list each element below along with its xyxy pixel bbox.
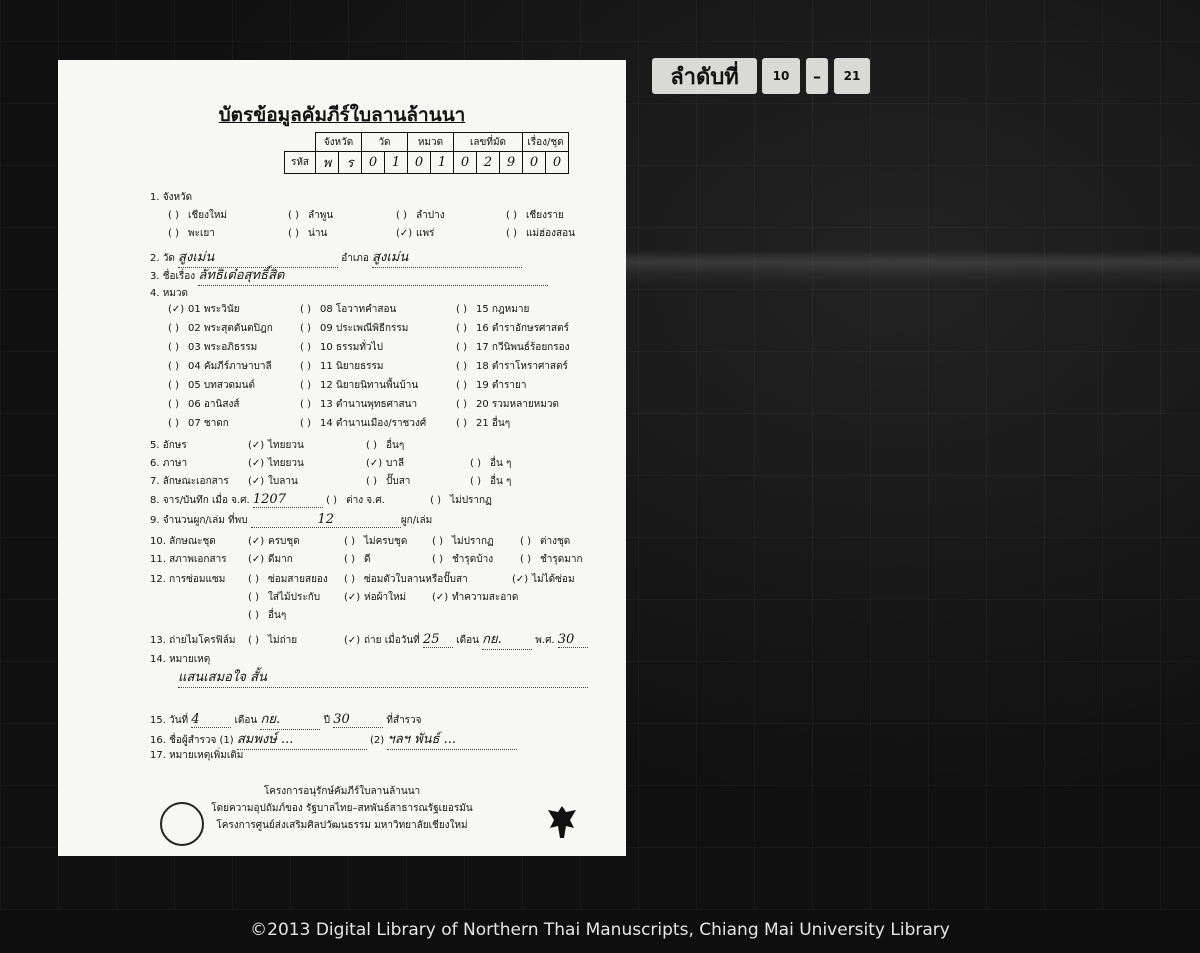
province-option: ( ) ลำพูน xyxy=(288,210,334,221)
q10-row: 10. ลักษณะชุด (✓) ครบชุด ( ) ไม่ครบชุด ( ) ไม่ปรากฏ ( ) ต่างชุด xyxy=(150,536,571,547)
footer-line2: โดยความอุปถัมภ์ของ รัฐบาลไทย–สหพันธ์สาธารณรัฐเยอรมัน xyxy=(211,803,473,814)
category-option: ( ) 10 ธรรมทั่วไป xyxy=(300,342,383,353)
q3-value: ลัทธิเต๋อสุทธิ์สิต xyxy=(198,264,548,286)
q1-label: 1. จังหวัด xyxy=(150,192,193,203)
code-digit: 0 xyxy=(454,152,477,174)
q2-row: 2. วัด สูงเม่น อำเภอ สูงเม่น xyxy=(150,246,522,268)
code-header: จังหวัด xyxy=(316,133,362,152)
code-header: วัด xyxy=(362,133,408,152)
category-option: ( ) 11 นิยายธรรม xyxy=(300,361,384,372)
q15-row: 15. วันที่ 4 เดือน กย. ปี 30 ที่สำรวจ xyxy=(150,708,422,730)
university-seal-icon xyxy=(160,802,204,846)
province-option: ( ) แม่ฮ่องสอน xyxy=(506,228,575,239)
footer-line3: โครงการศูนย์ส่งเสริมศิลปวัฒนธรรม มหาวิทยาลัยเชียงใหม่ xyxy=(216,820,468,831)
category-option: ( ) 04 คัมภีร์ภาษาบาลี xyxy=(168,361,272,372)
code-header: เลขที่มัด xyxy=(454,133,523,152)
sequence-num2: 21 xyxy=(834,58,870,94)
category-option: ( ) 02 พระสุตตันตปิฎก xyxy=(168,323,273,334)
q13-row: 13. ถ่ายไมโครฟิล์ม ( ) ไม่ถ่าย (✓) ถ่าย เมื่อวันที่ 25 เดือน กย. พ.ศ. 30 xyxy=(150,628,588,650)
category-option: ( ) 16 ตำราอักษรศาสตร์ xyxy=(456,323,569,334)
province-option: ( ) เชียงราย xyxy=(506,210,564,221)
card-title: บัตรข้อมูลคัมภีร์ใบลานล้านนา xyxy=(218,104,466,126)
code-digit: 1 xyxy=(431,152,454,174)
q2-amphoe-value: สูงเม่น xyxy=(372,246,522,268)
category-option: ( ) 06 อานิสงส์ xyxy=(168,399,240,410)
category-option: ( ) 05 บทสวดมนต์ xyxy=(168,380,255,391)
q8-row: 8. จาร/บันทึก เมื่อ จ.ศ. 1207 ( ) ต่าง จ.ศ. ( ) ไม่ปรากฏ xyxy=(150,492,492,507)
category-option: ( ) 20 รวมหลายหมวด xyxy=(456,399,559,410)
code-digit: พ xyxy=(316,152,339,174)
category-option: ( ) 07 ชาดก xyxy=(168,418,229,429)
province-option: ( ) น่าน xyxy=(288,228,328,239)
q17-row: 17. หมายเหตุเพิ่มเติม xyxy=(150,750,244,761)
q2-wat-value: สูงเม่น xyxy=(178,246,338,268)
film-streak xyxy=(620,250,1200,286)
code-digit: 1 xyxy=(385,152,408,174)
q6-row: 6. ภาษา (✓) ไทยยวน (✓) บาลี ( ) อื่น ๆ xyxy=(150,458,512,469)
code-digit: 9 xyxy=(500,152,523,174)
code-digit: 0 xyxy=(523,152,546,174)
code-digit: 0 xyxy=(408,152,431,174)
code-digit: 0 xyxy=(362,152,385,174)
code-header: เรื่อง/ชุด xyxy=(523,133,569,152)
footer-line1: โครงการอนุรักษ์คัมภีร์ใบลานล้านนา xyxy=(263,786,421,797)
category-option: ( ) 09 ประเพณีพิธีกรรม xyxy=(300,323,409,334)
q7-row: 7. ลักษณะเอกสาร (✓) ใบลาน ( ) ปั๊บสา ( ) อื่น ๆ xyxy=(150,476,512,487)
category-option: ( ) 03 พระอภิธรรม xyxy=(168,342,258,353)
code-table xyxy=(284,132,569,174)
code-digit: 2 xyxy=(477,152,500,174)
category-option: ( ) 15 กฎหมาย xyxy=(456,304,530,315)
sequence-label: ลำดับที่ xyxy=(652,58,757,94)
code-digit: ร xyxy=(339,152,362,174)
sequence-dash: – xyxy=(806,58,828,94)
category-option: ( ) 12 นิยายนิทานพื้นบ้าน xyxy=(300,380,419,391)
q16-row: 16. ชื่อผู้สำรวจ (1) สมพงษ์ ... (2) ฯลฯ พันธ์ ... xyxy=(150,728,517,750)
q12-row: 12. การซ่อมแซม ( ) ซ่อมสายสยอง ( ) ซ่อมตัวใบลานหรือปั๊บสา (✓) ไม่ได้ซ่อม xyxy=(150,574,575,585)
q4-label: 4. หมวด xyxy=(150,288,189,299)
province-option: ( ) ลำปาง xyxy=(396,210,445,221)
q14-row: 14. หมายเหตุ xyxy=(150,654,211,665)
category-option: ( ) 18 ตำราโหราศาสตร์ xyxy=(456,361,568,372)
category-option: ( ) 08 โอวาทคำสอน xyxy=(300,304,397,315)
q12-row2: ( ) ใส่ไม้ประกับ (✓) ห่อผ้าใหม่ (✓) ทำความสะอาด xyxy=(248,592,519,603)
category-option: ( ) 19 ตำรายา xyxy=(456,380,527,391)
code-header: หมวด xyxy=(408,133,454,152)
province-option: ( ) เชียงใหม่ xyxy=(168,210,228,221)
category-option: ( ) 17 กวีนิพนธ์ร้อยกรอง xyxy=(456,342,570,353)
copyright-credit: ©2013 Digital Library of Northern Thai Manuscripts, Chiang Mai University Library xyxy=(250,920,950,940)
q14-value: แสนเสมอใจ สั้น xyxy=(178,666,588,688)
q11-row: 11. สภาพเอกสาร (✓) ดีมาก ( ) ดี ( ) ชำรุดบ้าง ( ) ชำรุดมาก xyxy=(150,554,583,565)
province-option-checked: (✓) แพร่ xyxy=(396,228,435,239)
category-option: ( ) 13 ตำนานพุทธศาสนา xyxy=(300,399,418,410)
sequence-num1: 10 xyxy=(762,58,800,94)
province-option: ( ) พะเยา xyxy=(168,228,215,239)
category-option: ( ) 21 อื่นๆ xyxy=(456,418,511,429)
manuscript-data-card xyxy=(58,60,626,856)
q5-row: 5. อักษร (✓) ไทยยวน ( ) อื่นๆ xyxy=(150,440,405,451)
german-eagle-icon xyxy=(544,802,580,842)
code-digit: 0 xyxy=(546,152,569,174)
category-option: ( ) 14 ตำนานเมือง/ราชวงศ์ xyxy=(300,418,427,429)
category-option: (✓) 01 พระวินัย xyxy=(168,304,240,315)
q12-row3: ( ) อื่นๆ xyxy=(248,610,287,621)
code-label: รหัส xyxy=(285,152,316,174)
q3-row: 3. ชื่อเรื่อง ลัทธิเต๋อสุทธิ์สิต xyxy=(150,264,548,286)
q9-row: 9. จำนวนผูก/เล่ม ที่พบ 12 ผูก/เล่ม xyxy=(150,512,433,527)
